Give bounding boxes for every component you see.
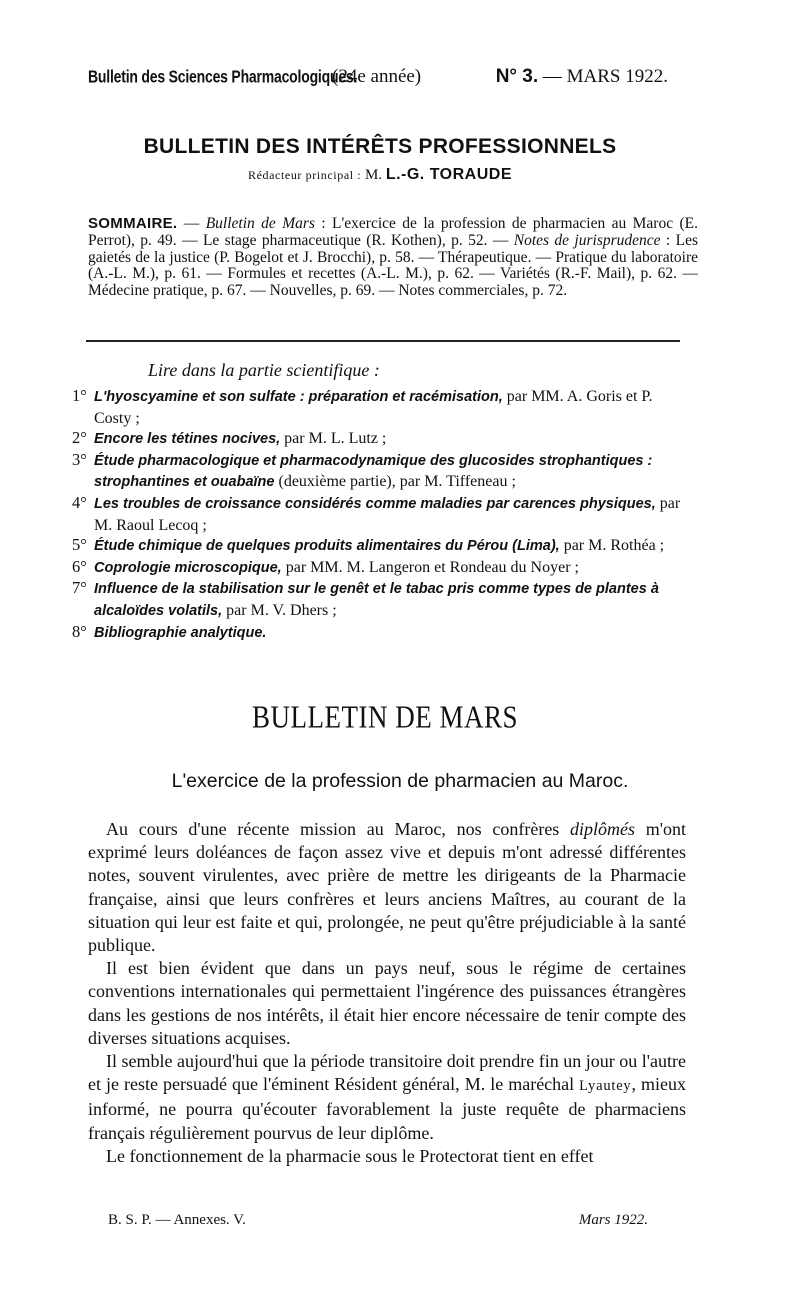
toc-authors: par MM. A. Goris et P. Costy ;	[94, 388, 653, 427]
page-footer	[108, 1212, 648, 1234]
issue-info	[496, 66, 668, 88]
summary-block	[88, 216, 698, 300]
summary-italic: Notes de jurisprudence	[513, 231, 661, 249]
paragraph	[88, 818, 686, 957]
paragraph	[88, 1050, 686, 1145]
paragraph-italic: diplômés	[570, 819, 636, 839]
paragraph-text: m'ont exprimé leurs doléances de façon assez vive et depuis m'ont adressé différentes notes, souvent virulentes, avec prière de mettre les dirigeants de la Pharmacie française, ainsi que leurs confrères et leurs anciens Maîtres, au courant de la situation qui leur est faite et qui, prolongée, ne peut qu'être préjudiciable à la santé publique.	[88, 819, 686, 956]
toc-title: Étude pharmacologique et pharmacodynamique des glucosides strophantiques : strophantines et ouabaïne	[94, 452, 653, 491]
toc-title: Influence de la stabilisation sur le genêt et le tabac pris comme types de plantes à alcaloïdes volatils,	[94, 581, 659, 619]
toc-number: 7°	[72, 578, 87, 598]
running-head	[88, 66, 668, 94]
toc-item	[72, 622, 690, 644]
toc-number: 5°	[72, 535, 87, 555]
toc-number: 8°	[72, 621, 87, 641]
toc-number: 3°	[72, 449, 87, 469]
toc-title: Bibliographie analytique.	[94, 624, 267, 641]
paragraph	[88, 1145, 686, 1168]
article-title: L'exercice de la profession de pharmacien au Maroc.	[171, 770, 629, 792]
toc-authors: par M. Raoul Lecoq ;	[94, 494, 681, 534]
toc-authors: par M. V. Dhers ;	[222, 601, 337, 619]
editor-prefix: M.	[364, 167, 383, 183]
summary-text: —	[183, 215, 206, 232]
bulletin-title: BULLETIN DE MARS	[252, 699, 518, 735]
footer-signature: B. S. P. — Annexes. V.	[108, 1212, 246, 1228]
toc-item	[72, 450, 690, 493]
journal-name: Bulletin des Sciences Pharmacologiques.	[88, 66, 358, 86]
section-title: BULLETIN DES INTÉRÊTS PROFESSIONNELS	[143, 135, 617, 158]
article-body	[88, 818, 686, 1168]
toc-item	[72, 557, 690, 579]
summary-text: : L'exercice de la profession de pharmacien au Maroc (E. Perrot), p. 49. — Le stage pharmaceutique (R. Kothen), p. 52. —	[88, 215, 698, 249]
toc-item	[72, 386, 690, 428]
table-of-contents	[72, 386, 690, 643]
editor-label: Rédacteur principal :	[247, 168, 362, 182]
toc-authors: par M. Rothéa ;	[559, 537, 665, 555]
toc-number: 2°	[72, 428, 87, 448]
footer-date: Mars 1922.	[578, 1212, 648, 1228]
toc-title: L'hyoscyamine et son sulfate : préparation et racémisation,	[94, 389, 503, 405]
summary-text: : Les gaietés de la justice (P. Bogelot et J. Brocchi), p. 58. — Thérapeutique. — Pratique du laboratoire (A.-L. M.), p. 61. — Formules et recettes (A.-L. M.), p. 62. — Variétés (R.-F. Mail), p. 62. — Médecine pratique, p. 67. — Nouvelles, p. 69. — Notes commerciales, p. 72.	[88, 231, 698, 300]
paragraph-text: Au cours d'une récente mission au Maroc, nos confrères	[106, 819, 571, 839]
toc-title: Les troubles de croissance considérés comme maladies par carences physiques,	[94, 495, 656, 512]
toc-title: Encore les tétines nocives,	[94, 431, 281, 448]
toc-number: 4°	[72, 492, 87, 512]
toc-title: Coprologie microscopique,	[94, 559, 282, 576]
summary-italic: Bulletin de Mars	[205, 215, 315, 232]
paragraph	[88, 957, 686, 1050]
paragraph-text: Il est bien évident que dans un pays neuf, sous le régime de certaines conventions internationales qui permettaient l'ingérence des puissances étrangères dans les gestions de nos intérêts, il était hier encore nécessaire de tenir compte des diverses situations acquises.	[88, 958, 686, 1048]
paragraph-text: Il semble aujourd'hui que la période transitoire doit prendre fin un jour ou l'autre et je reste persuadé que l'éminent Résident général, M. le maréchal	[88, 1051, 686, 1095]
toc-authors: par MM. M. Langeron et Rondeau du Noyer ;	[281, 558, 579, 576]
scientific-part-heading: Lire dans la partie scientifique :	[148, 360, 380, 380]
editor-line	[0, 166, 760, 184]
toc-authors: (deuxième partie), par M. Tiffeneau ;	[274, 473, 516, 491]
person-name: Lyautey	[579, 1078, 632, 1095]
toc-item	[72, 493, 690, 535]
toc-item	[72, 428, 690, 450]
issue-number: N° 3.	[495, 66, 539, 87]
issue-date: — MARS 1922.	[542, 66, 668, 87]
toc-number: 6°	[72, 556, 87, 576]
paragraph-text: , mieux informé, ne pourra qu'écouter favorablement la juste requête de pharmaciens français régulièrement pourvus de leur diplôme.	[88, 1074, 686, 1143]
toc-number: 1°	[72, 386, 87, 405]
toc-title: Étude chimique de quelques produits alimentaires du Pérou (Lima),	[94, 538, 560, 555]
divider	[86, 340, 680, 342]
toc-authors: par M. L. Lutz ;	[280, 430, 387, 448]
summary-heading: SOMMAIRE.	[88, 215, 178, 232]
editor-name: L.-G. TORAUDE	[385, 166, 513, 183]
toc-item	[72, 535, 690, 557]
paragraph-text: Le fonctionnement de la pharmacie sous le Protectorat tient en effet	[106, 1145, 594, 1166]
toc-item	[72, 578, 690, 621]
volume-year: (24e année)	[332, 66, 422, 87]
